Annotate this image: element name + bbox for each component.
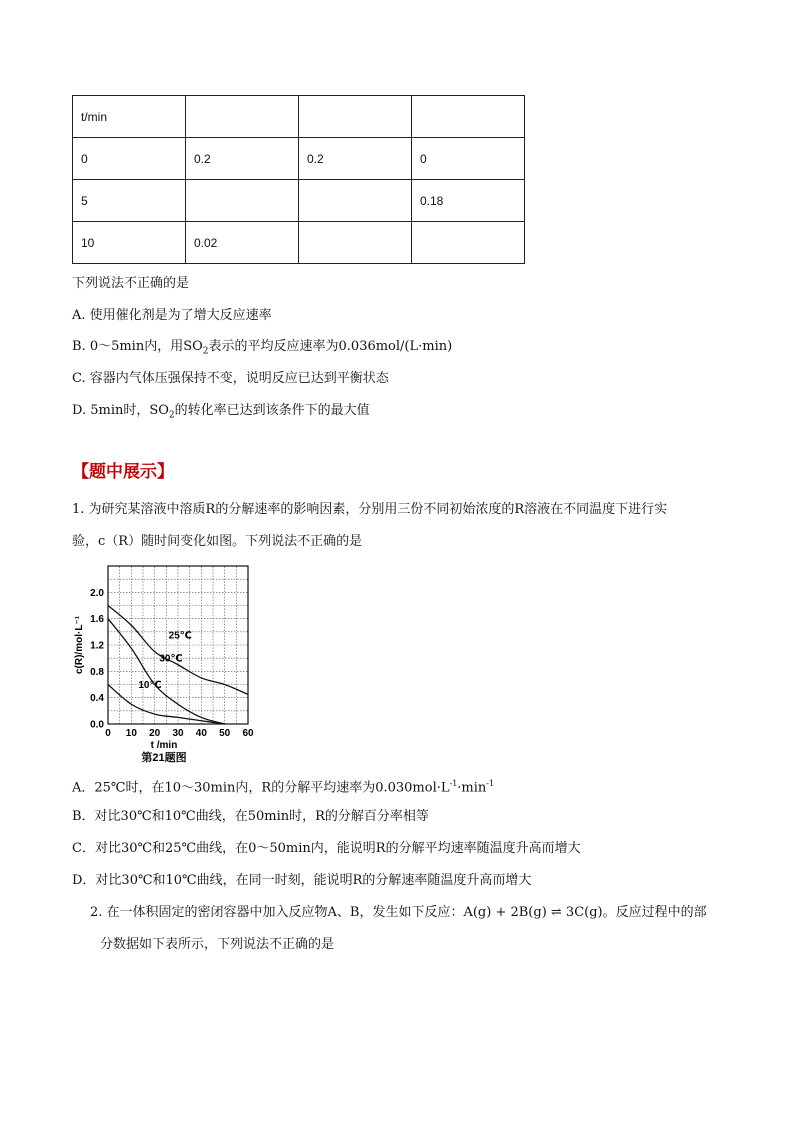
x-tick-label: 40: [195, 728, 207, 739]
table-cell: [299, 180, 412, 222]
chart-labels: [74, 588, 254, 764]
option-text: D. 5min时，SO: [72, 403, 169, 418]
q1-option-a: [72, 775, 494, 797]
table-cell: 0: [73, 138, 186, 180]
table-cell: 0: [412, 138, 525, 180]
option-text: A．25℃时，在10～30min内，R的分解平均速率为0.030mol·L: [72, 780, 450, 796]
option-text: 表示的平均反应速率为0.036mol/(L·min): [208, 339, 453, 354]
table-cell: t/min: [73, 96, 186, 138]
y-axis-label: c(R)/mol·L⁻¹: [74, 615, 85, 675]
x-axis-label: t /min: [150, 740, 178, 751]
table-cell: 10: [73, 222, 186, 264]
option-text: ·min: [457, 780, 487, 796]
table-header-row: [73, 96, 525, 138]
y-tick-label: 0.4: [90, 693, 104, 705]
q1-line2: 验，c（R）随时间变化如图。下列说法不正确的是: [72, 534, 363, 549]
reaction-data-table: [72, 95, 525, 264]
table-cell: 5: [73, 180, 186, 222]
option-c: C. 容器内气体压强保持不变，说明反应已达到平衡状态: [72, 371, 389, 386]
question-stem: 下列说法不正确的是: [72, 276, 190, 291]
y-tick-label: 1.2: [90, 640, 104, 652]
y-tick-label: 2.0: [90, 587, 104, 599]
option-d: [72, 402, 370, 425]
x-tick-label: 60: [242, 728, 254, 739]
option-a: A. 使用催化剂是为了增大反应速率: [72, 308, 272, 323]
q2-line1: 2. 在一体积固定的密闭容器中加入反应物A、B，发生如下反应：A(g) + 2B(g) ⇌ 3C(g)。反应过程中的部: [90, 905, 707, 920]
table-cell: 0.02: [186, 222, 299, 264]
q2-line2: 分数据如下表所示，下列说法不正确的是: [100, 937, 335, 952]
series-label: 10℃: [138, 679, 162, 691]
subscript: 2: [202, 346, 209, 357]
table-row: [73, 180, 525, 222]
table-row: [73, 222, 525, 264]
q1-option-d: D．对比30℃和10℃曲线，在同一时刻，能说明R的分解速率随温度升高而增大: [72, 873, 532, 888]
q1-line1: 1. 为研究某溶液中溶质R的分解速率的影响因素，分别用三份不同初始浓度的R溶液在不同温度下进行实: [72, 502, 668, 517]
series-label: 30℃: [159, 653, 183, 665]
table-cell: 0.18: [412, 180, 525, 222]
table-cell: [299, 222, 412, 264]
x-tick-label: 50: [219, 728, 231, 739]
x-tick-label: 0: [105, 728, 111, 739]
section-title: 【题中展示】: [72, 462, 174, 482]
table-cell: [186, 180, 299, 222]
q1-option-b: B．对比30℃和10℃曲线，在50min时，R的分解百分率相等: [72, 809, 429, 824]
option-b: [72, 338, 452, 361]
x-tick-label: 20: [149, 728, 161, 739]
option-text: B. 0～5min内，用SO: [72, 339, 203, 354]
x-tick-label: 30: [172, 728, 184, 739]
table-row: [73, 138, 525, 180]
subscript: 2: [168, 410, 175, 421]
table-cell: 0.2: [186, 138, 299, 180]
table-cell: [299, 96, 412, 138]
y-tick-label: 0.8: [90, 666, 104, 678]
y-tick-label: 0.0: [90, 719, 104, 731]
concentration-time-chart: [70, 560, 270, 770]
option-text: 的转化率已达到该条件下的最大值: [174, 403, 370, 418]
table-cell: [412, 96, 525, 138]
series-label: 25℃: [168, 630, 192, 642]
q1-option-c: C．对比30℃和25℃曲线，在0～50min内，能说明R的分解平均速率随温度升高而增大: [72, 841, 581, 856]
superscript: -1: [486, 779, 495, 788]
superscript: -1: [449, 779, 458, 788]
chart-series: [108, 606, 248, 725]
y-tick-label: 1.6: [90, 614, 104, 626]
table-cell: [186, 96, 299, 138]
chart-title: 第21题图: [141, 752, 187, 764]
table-cell: [412, 222, 525, 264]
table-cell: 0.2: [299, 138, 412, 180]
x-tick-label: 10: [125, 728, 137, 739]
